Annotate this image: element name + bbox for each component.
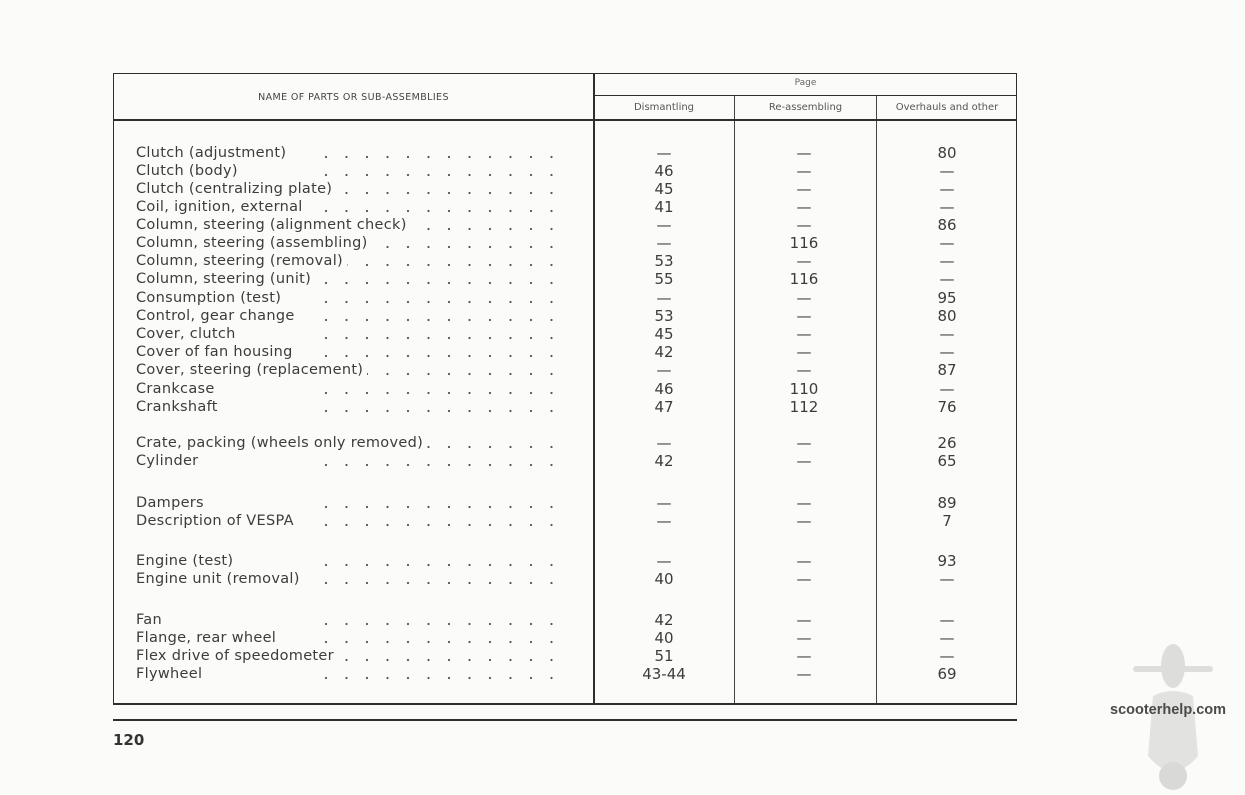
reassembling-page: — [796, 512, 812, 530]
overhauls-page: — [939, 647, 955, 665]
reassembling-page: — [796, 144, 812, 162]
table-row [136, 494, 1016, 512]
part-name: Cover, steering (replacement) [136, 361, 576, 379]
overhauls-page: — [939, 611, 955, 629]
dismantling-page: — [656, 361, 672, 379]
table-row [136, 452, 1016, 470]
bottom-rule-lower [113, 719, 1017, 721]
dismantling-page: 46 [654, 380, 674, 398]
overhauls-page: 87 [937, 361, 957, 379]
table-row [136, 665, 1016, 683]
part-name: Consumption (test) [136, 289, 576, 307]
part-name: Crankcase [136, 380, 576, 398]
table-row [136, 647, 1016, 665]
overhauls-page: 80 [937, 307, 957, 325]
header-overhauls: Overhauls and other [895, 102, 999, 113]
dismantling-page: — [656, 216, 672, 234]
table-row [136, 343, 1016, 361]
dismantling-page: 51 [654, 647, 674, 665]
reassembling-page: 110 [789, 380, 819, 398]
part-name: Coil, ignition, external [136, 198, 576, 216]
table-row [136, 629, 1016, 647]
part-name: Column, steering (unit) [136, 270, 576, 288]
dismantling-page: 40 [654, 570, 674, 588]
part-name: Clutch (body) [136, 162, 576, 180]
part-name: Engine (test) [136, 552, 576, 570]
dismantling-page: 43-44 [642, 665, 686, 683]
dismantling-page: — [656, 434, 672, 452]
reassembling-page: — [796, 665, 812, 683]
overhauls-page: 80 [937, 144, 957, 162]
table-row [136, 180, 1016, 198]
reassembling-page: — [796, 307, 812, 325]
dismantling-page: 46 [654, 162, 674, 180]
table-row [136, 144, 1016, 162]
watermark-text: scooterhelp.com [1110, 702, 1227, 718]
overhauls-page: 65 [937, 452, 957, 470]
reassembling-page: — [796, 434, 812, 452]
table-row [136, 307, 1016, 325]
part-name: Column, steering (assembling) [136, 234, 576, 252]
dismantling-page: — [656, 512, 672, 530]
overhauls-page: 26 [937, 434, 957, 452]
part-name: Cover of fan housing [136, 343, 576, 361]
reassembling-page: — [796, 452, 812, 470]
table-row [136, 611, 1016, 629]
table-row [136, 361, 1016, 379]
table-row [136, 216, 1016, 234]
overhauls-page: — [939, 180, 955, 198]
reassembling-page: — [796, 198, 812, 216]
header-dismantling: Dismantling [633, 102, 695, 113]
header-reassembling: Re-assembling [768, 102, 843, 113]
table-row [136, 252, 1016, 270]
dismantling-page: 45 [654, 325, 674, 343]
dismantling-page: 53 [654, 307, 674, 325]
reassembling-page: — [796, 494, 812, 512]
dismantling-page: 47 [654, 398, 674, 416]
table-row [136, 162, 1016, 180]
dismantling-page: — [656, 144, 672, 162]
overhauls-page: 7 [942, 512, 952, 530]
reassembling-page: — [796, 611, 812, 629]
part-name: Cover, clutch [136, 325, 576, 343]
table-row [136, 380, 1016, 398]
reassembling-page: 116 [789, 270, 819, 288]
part-name: Column, steering (alignment check) [136, 216, 576, 234]
part-name: Fan [136, 611, 576, 629]
part-name: Description of VESPA [136, 512, 576, 530]
reassembling-page: — [796, 361, 812, 379]
part-name: Clutch (centralizing plate) [136, 180, 576, 198]
part-name: Flange, rear wheel [136, 629, 576, 647]
reassembling-page: — [796, 216, 812, 234]
dismantling-page: 42 [654, 343, 674, 361]
reassembling-page: — [796, 162, 812, 180]
part-name: Engine unit (removal) [136, 570, 576, 588]
overhauls-page: — [939, 234, 955, 252]
table-row [136, 198, 1016, 216]
overhauls-page: — [939, 570, 955, 588]
overhauls-page: — [939, 252, 955, 270]
part-name: Crankshaft [136, 398, 576, 416]
overhauls-page: 86 [937, 216, 957, 234]
table-row [136, 552, 1016, 570]
overhauls-page: 95 [937, 289, 957, 307]
table-row [136, 234, 1016, 252]
dismantling-page: 45 [654, 180, 674, 198]
part-name: Control, gear change [136, 307, 576, 325]
overhauls-page: 76 [937, 398, 957, 416]
bottom-rule-upper [113, 703, 1017, 705]
header-page-group: Page [794, 78, 817, 88]
part-name: Clutch (adjustment) [136, 144, 576, 162]
table-row [136, 512, 1016, 530]
dismantling-page: — [656, 234, 672, 252]
dismantling-page: 42 [654, 452, 674, 470]
table-row [136, 289, 1016, 307]
reassembling-page: 112 [789, 398, 819, 416]
overhauls-page: 69 [937, 665, 957, 683]
table-row [136, 270, 1016, 288]
reassembling-page: — [796, 570, 812, 588]
reassembling-page: — [796, 552, 812, 570]
overhauls-page: — [939, 380, 955, 398]
reassembling-page: — [796, 325, 812, 343]
dismantling-page: — [656, 552, 672, 570]
header-subrule [594, 95, 1017, 96]
reassembling-page: — [796, 629, 812, 647]
part-name: Cylinder [136, 452, 576, 470]
dismantling-page: 41 [654, 198, 674, 216]
overhauls-page: — [939, 162, 955, 180]
dismantling-page: 40 [654, 629, 674, 647]
reassembling-page: 116 [789, 234, 819, 252]
dismantling-page: — [656, 289, 672, 307]
overhauls-page: — [939, 198, 955, 216]
dismantling-page: 55 [654, 270, 674, 288]
overhauls-page: — [939, 343, 955, 361]
reassembling-page: — [796, 252, 812, 270]
overhauls-page: — [939, 325, 955, 343]
table-row [136, 434, 1016, 452]
table-row [136, 325, 1016, 343]
table-row [136, 570, 1016, 588]
reassembling-page: — [796, 180, 812, 198]
overhauls-page: 89 [937, 494, 957, 512]
dismantling-page: — [656, 494, 672, 512]
table-row [136, 398, 1016, 416]
page-number: 120 [113, 731, 145, 749]
part-name: Crate, packing (wheels only removed) [136, 434, 576, 452]
overhauls-page: — [939, 270, 955, 288]
reassembling-page: — [796, 289, 812, 307]
part-name: Column, steering (removal) [136, 252, 576, 270]
part-name: Dampers [136, 494, 576, 512]
header-name-column: NAME OF PARTS OR SUB-ASSEMBLIES [258, 91, 449, 103]
dismantling-page: 42 [654, 611, 674, 629]
overhauls-page: 93 [937, 552, 957, 570]
overhauls-page: — [939, 629, 955, 647]
reassembling-page: — [796, 343, 812, 361]
part-name: Flex drive of speedometer [136, 647, 576, 665]
part-name: Flywheel [136, 665, 576, 683]
dismantling-page: 53 [654, 252, 674, 270]
reassembling-page: — [796, 647, 812, 665]
